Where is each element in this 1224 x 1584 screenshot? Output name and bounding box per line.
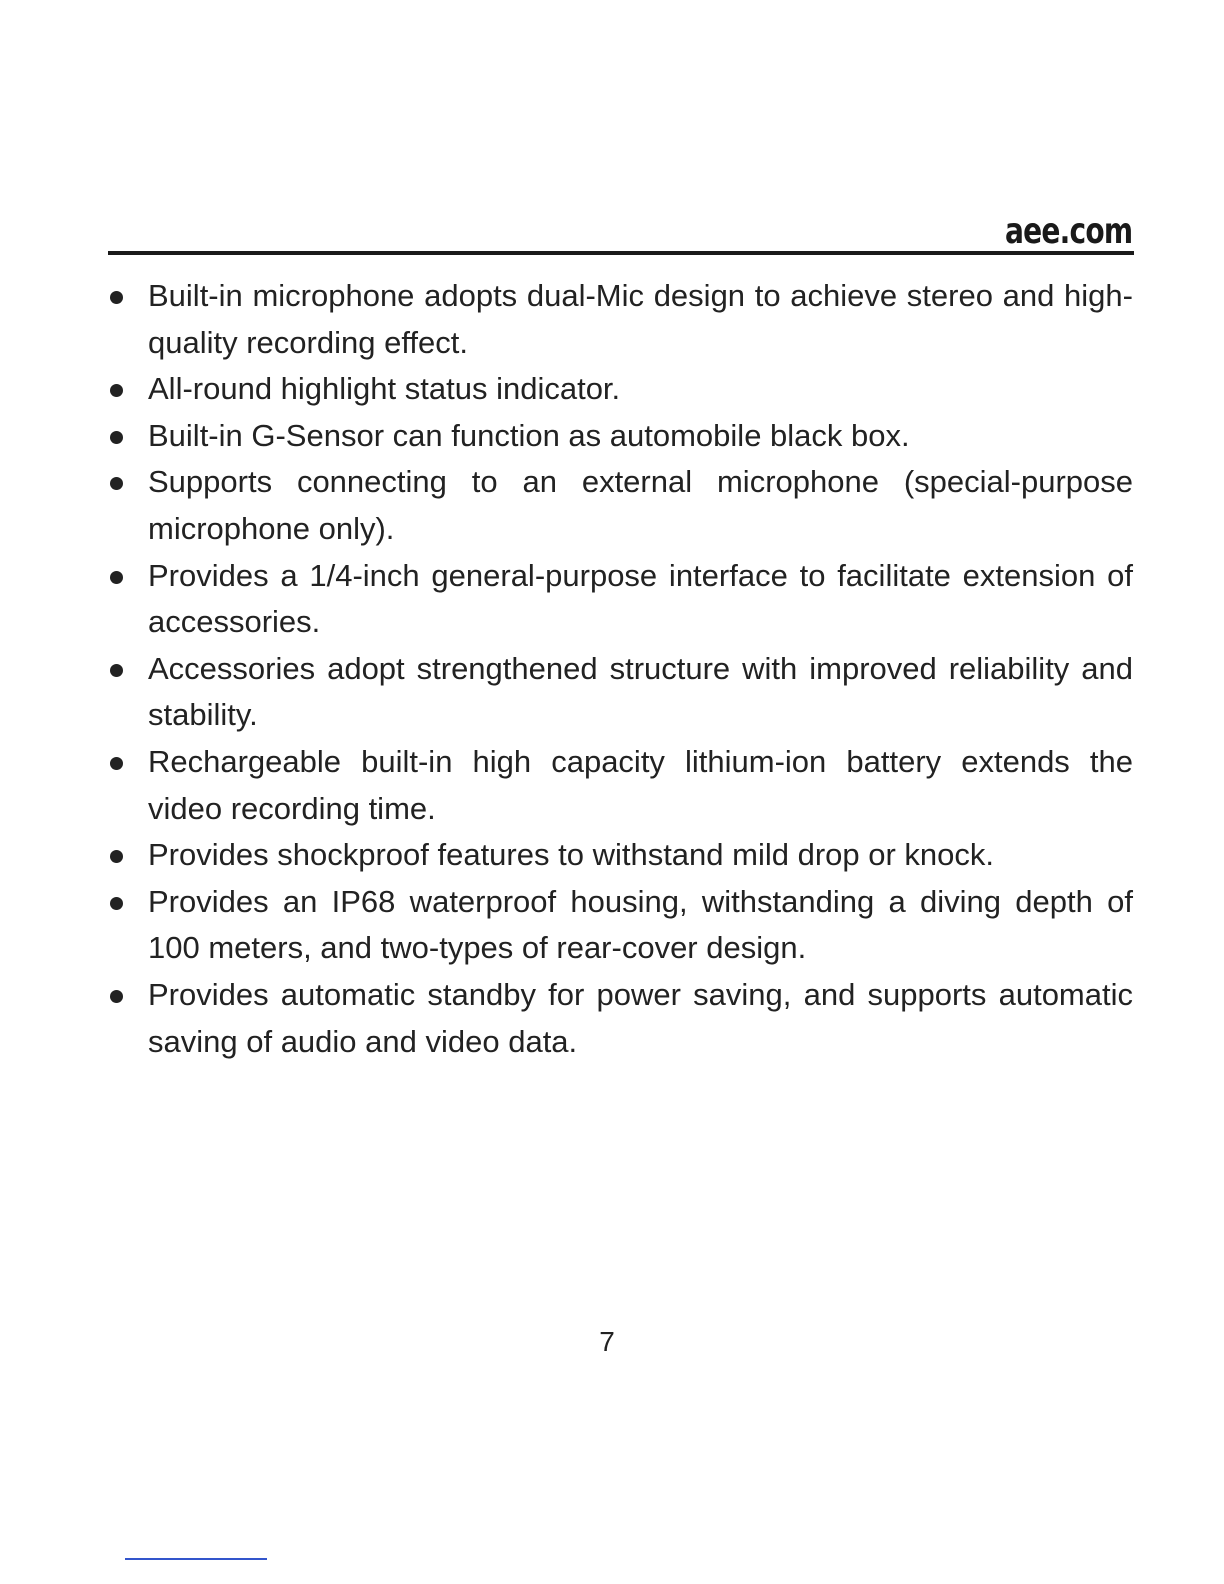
bullet-icon xyxy=(110,477,123,490)
bullet-icon xyxy=(110,664,123,677)
bullet-icon xyxy=(110,757,123,770)
list-item xyxy=(108,832,1133,879)
bullet-icon xyxy=(110,431,123,444)
footer-link-underline xyxy=(125,1558,267,1560)
list-item xyxy=(108,413,1133,460)
list-item-text: Provides automatic standby for power saving, and supports automatic saving of audio and video data. xyxy=(148,976,1133,1059)
bullet-icon xyxy=(110,291,123,304)
list-item xyxy=(108,459,1133,552)
brand-logo: aee.com xyxy=(1004,211,1132,252)
list-item xyxy=(108,366,1133,413)
list-item-text: Provides an IP68 waterproof housing, withstanding a diving depth of 100 meters, and two-types of rear-cover design. xyxy=(148,883,1133,966)
bullet-icon xyxy=(110,850,123,863)
feature-list xyxy=(108,273,1133,1065)
list-item-text: Provides a 1/4-inch general-purpose interface to facilitate extension of accessories. xyxy=(148,557,1133,640)
bullet-icon xyxy=(110,990,123,1003)
page-number: 7 xyxy=(599,1326,615,1357)
list-item xyxy=(108,972,1133,1065)
list-item xyxy=(108,879,1133,972)
header-divider xyxy=(108,251,1134,255)
list-item-text: Built-in microphone adopts dual-Mic design to achieve stereo and high-quality recording effect. xyxy=(148,278,1133,360)
bullet-icon xyxy=(110,897,123,910)
list-item-text: Supports connecting to an external microphone (special-purpose microphone only). xyxy=(148,464,1133,546)
list-item-text: Rechargeable built-in high capacity lithium-ion battery extends the video recording time. xyxy=(148,743,1133,826)
list-item-text: Built-in G-Sensor can function as automobile black box. xyxy=(148,417,910,453)
bullet-icon xyxy=(110,384,123,397)
list-item xyxy=(108,273,1133,366)
bullet-icon xyxy=(110,571,123,584)
list-item-text: Accessories adopt strengthened structure with improved reliability and stability. xyxy=(148,650,1133,733)
list-item-text: Provides shockproof features to withstand mild drop or knock. xyxy=(148,837,995,873)
list-item xyxy=(108,553,1133,646)
list-item xyxy=(108,646,1133,739)
list-item-text: All-round highlight status indicator. xyxy=(148,371,621,407)
list-item xyxy=(108,739,1133,832)
